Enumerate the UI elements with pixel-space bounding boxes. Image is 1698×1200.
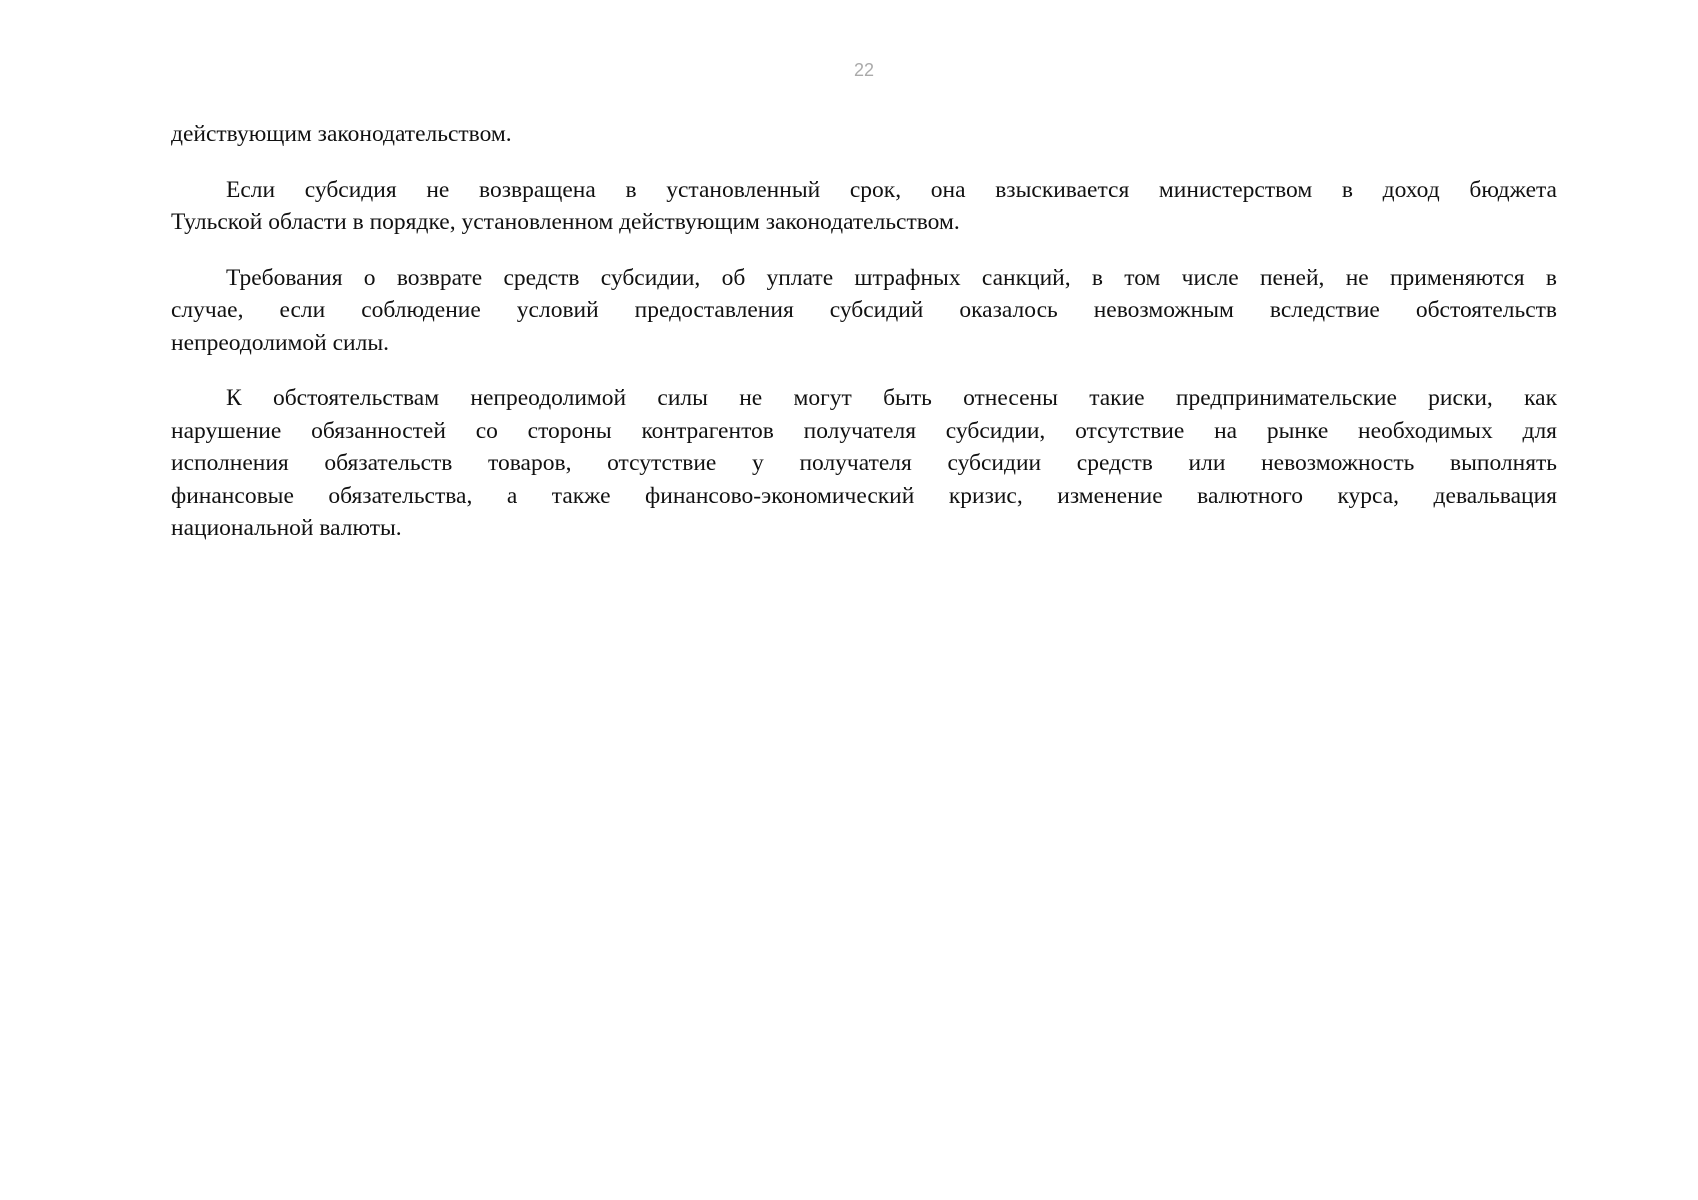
paragraph	[171, 118, 1557, 151]
paragraph	[171, 174, 1557, 239]
text-line: Тульской области в порядке, установленном действующим законодательством.	[171, 209, 960, 235]
text-line: финансовые обязательства, а также финансово-экономический кризис, изменение валютного курса, девальвация	[171, 482, 1557, 509]
text-line: Требования о возврате средств субсидии, об уплате штрафных санкций, в том числе пеней, не применяются в	[226, 264, 1557, 291]
text-line: случае, если соблюдение условий предоставления субсидий оказалось невозможным вследствие обстоятельств	[171, 297, 1557, 323]
text-line: национальной валюты.	[171, 515, 402, 541]
document-body	[171, 118, 1557, 568]
paragraph	[171, 262, 1557, 360]
text-line: К обстоятельствам непреодолимой силы не могут быть отнесены такие предпринимательские риски, как	[226, 385, 1557, 411]
paragraph	[171, 382, 1557, 545]
text-line: нарушение обязанностей со стороны контрагентов получателя субсидии, отсутствие на рынке необходимых для	[171, 417, 1557, 444]
text-line: исполнения обязательств товаров, отсутствие у получателя субсидии средств или невозможность выполнять	[171, 450, 1557, 476]
text-line: действующим законодательством.	[171, 121, 512, 147]
page-number: 22	[853, 60, 875, 80]
text-line: Если субсидия не возвращена в установленный срок, она взыскивается министерством в доход бюджета	[226, 176, 1557, 203]
text-line: непреодолимой силы.	[171, 329, 390, 356]
